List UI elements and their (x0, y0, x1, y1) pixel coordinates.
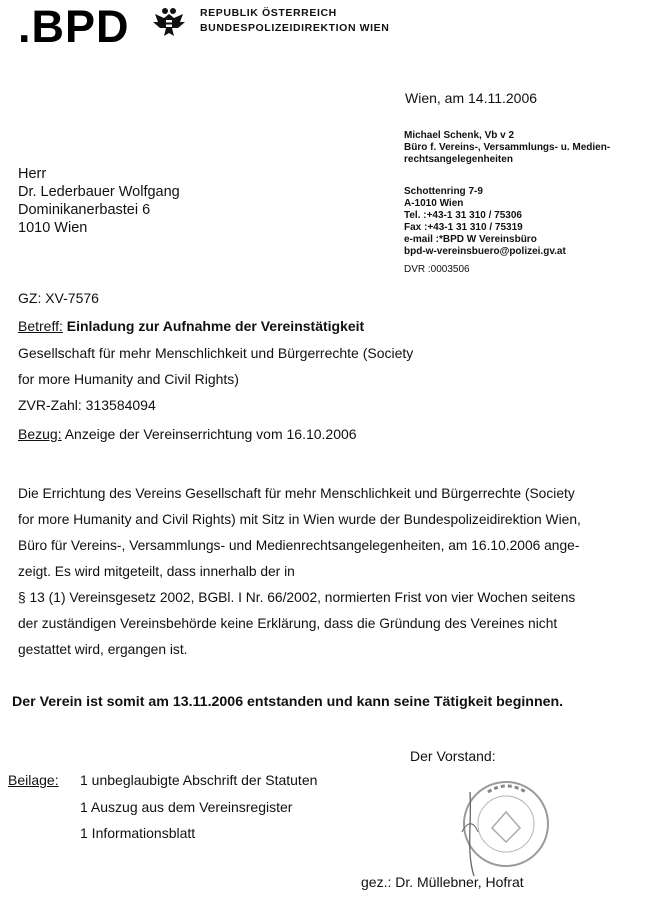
subject-line (18, 315, 364, 337)
zvr-number: ZVR-Zahl: 313584094 (18, 397, 156, 413)
body-paragraph (18, 481, 650, 663)
subject-line-2: Gesellschaft für mehr Menschlichkeit und Bürgerrechte (Society (18, 345, 414, 361)
subject-title: Einladung zur Aufnahme der Vereinstätigkeit (66, 318, 365, 334)
body-line: Büro für Vereins-, Versammlungs- und Medienrechtsangelegenheiten, am 16.10.2006 ange- (18, 538, 580, 553)
sender-block (404, 130, 610, 166)
subject-line-3: for more Humanity and Civil Rights) (18, 371, 239, 387)
recipient-city: 1010 Wien (18, 220, 88, 236)
official-stamp-icon (452, 772, 552, 882)
sender-fax: Fax :+43-1 31 310 / 75319 (404, 222, 523, 233)
body-line: Die Errichtung des Vereins Gesellschaft für mehr Menschlichkeit und Bürgerrechte (Society (18, 486, 575, 501)
sender-street: Schottenring 7-9 (404, 186, 483, 197)
sender-email-address: bpd-w-vereinsbuero@polizei.gv.at (404, 246, 566, 257)
board-label: Der Vorstand: (410, 748, 496, 764)
attachment-item: 1 Auszug aus dem Vereinsregister (80, 799, 293, 815)
authority-name (200, 6, 389, 36)
authority-line-1: REPUBLIK ÖSTERREICH (200, 7, 337, 19)
recipient-salutation: Herr (18, 166, 47, 182)
sender-department-cont: rechtsangelegenheiten (404, 154, 513, 165)
recipient-address (18, 165, 180, 237)
body-line: for more Humanity and Civil Rights) mit Sitz in Wien wurde der Bundespolizeidirektion Wien, (18, 512, 581, 527)
body-line: zeigt. Es wird mitgeteilt, dass innerhalb der in (18, 564, 295, 579)
recipient-street: Dominikanerbastei 6 (18, 202, 151, 218)
closing-statement: Der Verein ist somit am 13.11.2006 entstanden und kann seine Tätigkeit beginnen. (12, 694, 564, 710)
sender-email-name: e-mail :*BPD W Vereinsbüro (404, 234, 537, 245)
bpd-logo: .BPD (18, 1, 130, 52)
letter-date: Wien, am 14.11.2006 (405, 90, 538, 106)
body-line: gestattet wird, ergangen ist. (18, 642, 188, 657)
reference-line (18, 423, 357, 445)
authority-line-2: BUNDESPOLIZEIDIREKTION WIEN (200, 22, 390, 34)
attachments-label: Beilage: (8, 772, 59, 788)
reference-number: GZ: XV-7576 (18, 290, 99, 306)
subject-label: Betreff: (18, 318, 63, 334)
sender-name: Michael Schenk, Vb v 2 (404, 130, 515, 141)
body-line: § 13 (1) Vereinsgesetz 2002, BGBl. I Nr. 66/2002, normierten Frist von vier Wochen seitens (18, 590, 576, 605)
sender-city: A-1010 Wien (404, 198, 464, 209)
reference-label: Bezug: (18, 426, 62, 442)
body-line: der zuständigen Vereinsbehörde keine Erklärung, dass die Gründung des Vereines nicht (18, 616, 558, 631)
sender-department: Büro f. Vereins-, Versammlungs- u. Medien- (404, 142, 611, 153)
austrian-eagle-icon (152, 6, 186, 40)
attachment-item: 1 Informationsblatt (80, 825, 196, 841)
sender-dvr: DVR :0003506 (404, 264, 470, 275)
reference-text: Anzeige der Vereinserrichtung vom 16.10.2006 (64, 426, 357, 442)
signature-line: gez.: Dr. Müllebner, Hofrat (361, 874, 524, 890)
sender-phone: Tel. :+43-1 31 310 / 75306 (404, 210, 522, 221)
sender-contact (404, 186, 566, 258)
attachment-item: 1 unbeglaubigte Abschrift der Statuten (80, 772, 318, 788)
recipient-name: Dr. Lederbauer Wolfgang (18, 184, 180, 200)
